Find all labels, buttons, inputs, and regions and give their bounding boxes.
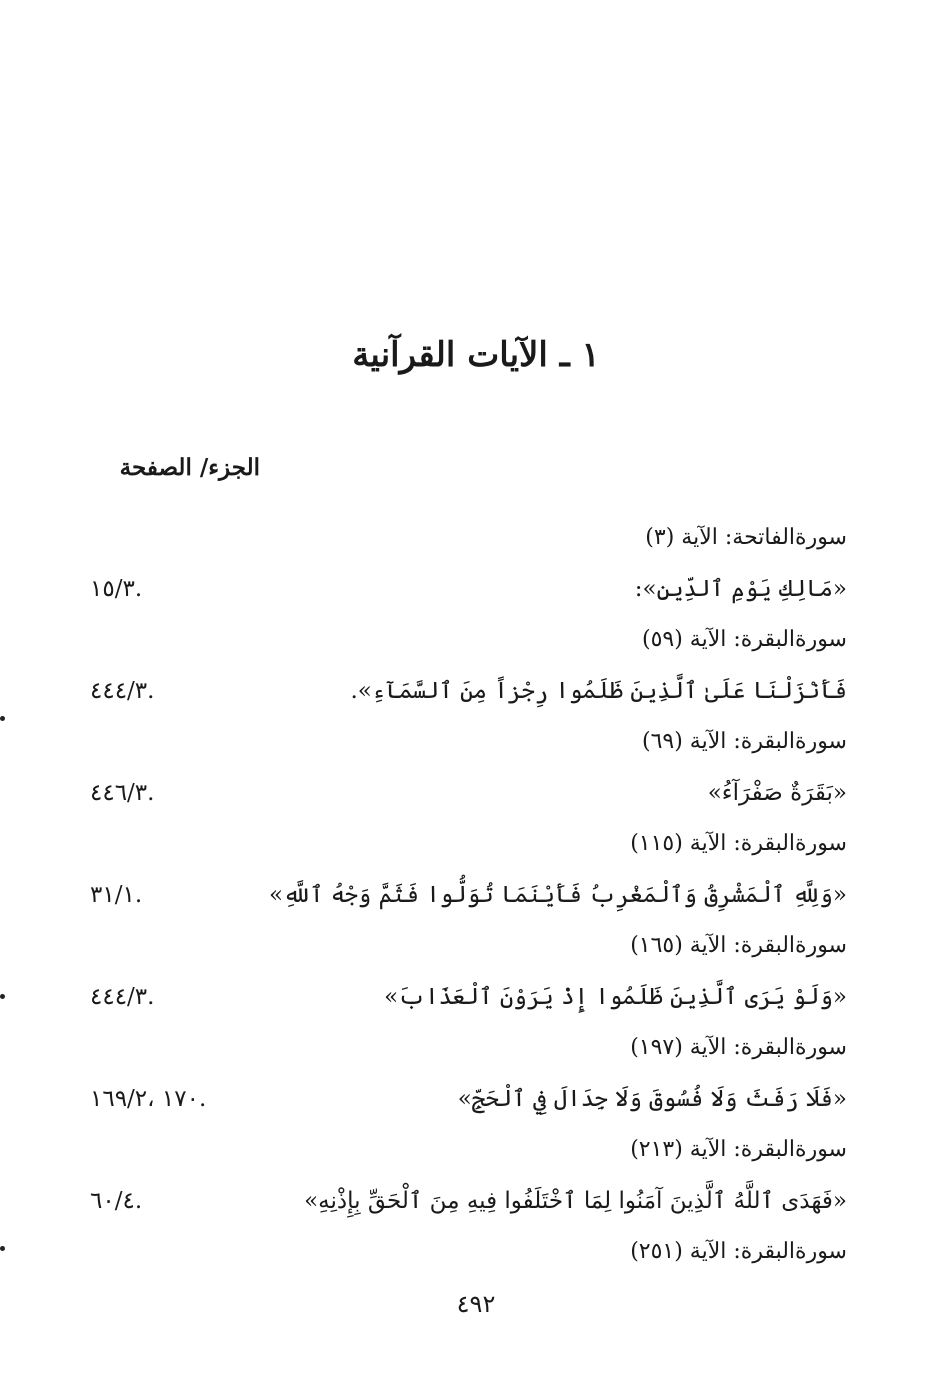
index-line-verse (0, 875, 952, 926)
verse-index-list (0, 518, 952, 1283)
index-line-verse (0, 977, 952, 1028)
index-line-surah (0, 518, 952, 569)
surah-heading: سورةالفاتحة: الآية (٣) (645, 525, 847, 550)
verse-text: «مَالِكِ يَوْمِ ٱلدِّينِ»: (634, 576, 847, 602)
surah-heading: سورةالبقرة: الآية (٦٩) (642, 729, 847, 754)
index-line-surah (0, 926, 952, 977)
volume-page-ref: .٤٤٦/٣ (90, 780, 155, 806)
verse-text: «وَلِلَّهِ ٱلْمَشْرِقُ وَٱلْمَغْرِبُ فَأَيْنَمَا تُوَلُّوا فَثَمَّ وَجْهُ ٱللَّهِ» (269, 882, 847, 908)
volume-page-ref: .٤٤٤/٣ (90, 678, 155, 704)
page-number: ٤٩٢ (456, 1290, 496, 1318)
index-line-verse (0, 671, 952, 722)
surah-heading: سورةالبقرة: الآية (٢١٣) (630, 1137, 847, 1162)
scan-margin-dot (0, 994, 5, 999)
scan-margin-dot (0, 716, 5, 721)
index-line-surah (0, 722, 952, 773)
volume-page-ref: .١٧٠ ،١٦٩/٢ (90, 1086, 207, 1112)
surah-heading: سورةالبقرة: الآية (١٩٧) (630, 1035, 847, 1060)
scan-margin-dot (0, 1246, 5, 1251)
index-line-verse (0, 569, 952, 620)
page-title: ١ ـ الآيات القرآنية (352, 335, 600, 375)
index-line-surah (0, 824, 952, 875)
volume-page-ref: .٤٤٤/٣ (90, 984, 155, 1010)
volume-page-ref: .١٥/٣ (90, 576, 143, 602)
index-line-surah (0, 620, 952, 671)
verse-text: «فَلَا رَفَثَ وَلَا فُسُوقَ وَلَا جِدَالَ فِي ٱلْحَجِّ» (457, 1086, 847, 1112)
verse-text: «فَهَدَى ٱللَّهُ ٱلَّذِينَ آمَنُوا لِمَا ٱخْتَلَفُوا فِيهِ مِنَ ٱلْحَقِّ بِإِذْنِهِ» (304, 1188, 847, 1214)
volume-page-ref: .٣١/١ (90, 882, 143, 908)
index-line-verse (0, 773, 952, 824)
surah-heading: سورةالبقرة: الآية (٥٩) (642, 627, 847, 652)
surah-heading: سورةالبقرة: الآية (١٦٥) (630, 933, 847, 958)
surah-heading: سورةالبقرة: الآية (١١٥) (630, 831, 847, 856)
index-line-surah (0, 1130, 952, 1181)
index-line-surah (0, 1028, 952, 1079)
index-line-verse (0, 1181, 952, 1232)
volume-page-ref: .٦٠/٤ (90, 1188, 143, 1214)
index-line-verse (0, 1079, 952, 1130)
verse-text: فَأَنْزَلْنَا عَلَىٰ ٱلَّذِينَ ظَلَمُوا رِجْزاً مِنَ ٱلسَّمَآءِ». (350, 678, 847, 704)
column-header-volume-page: الجزء/ الصفحة (119, 454, 260, 481)
verse-text: «بَقَرَةٌ صَفْرَآءُ» (707, 780, 847, 806)
index-line-surah (0, 1232, 952, 1283)
surah-heading: سورةالبقرة: الآية (٢٥١) (630, 1239, 847, 1264)
verse-text: «وَلَوْ يَرَى ٱلَّذِينَ ظَلَمُوا إِذْ يَرَوْنَ ٱلْعَذَابَ» (384, 984, 847, 1010)
